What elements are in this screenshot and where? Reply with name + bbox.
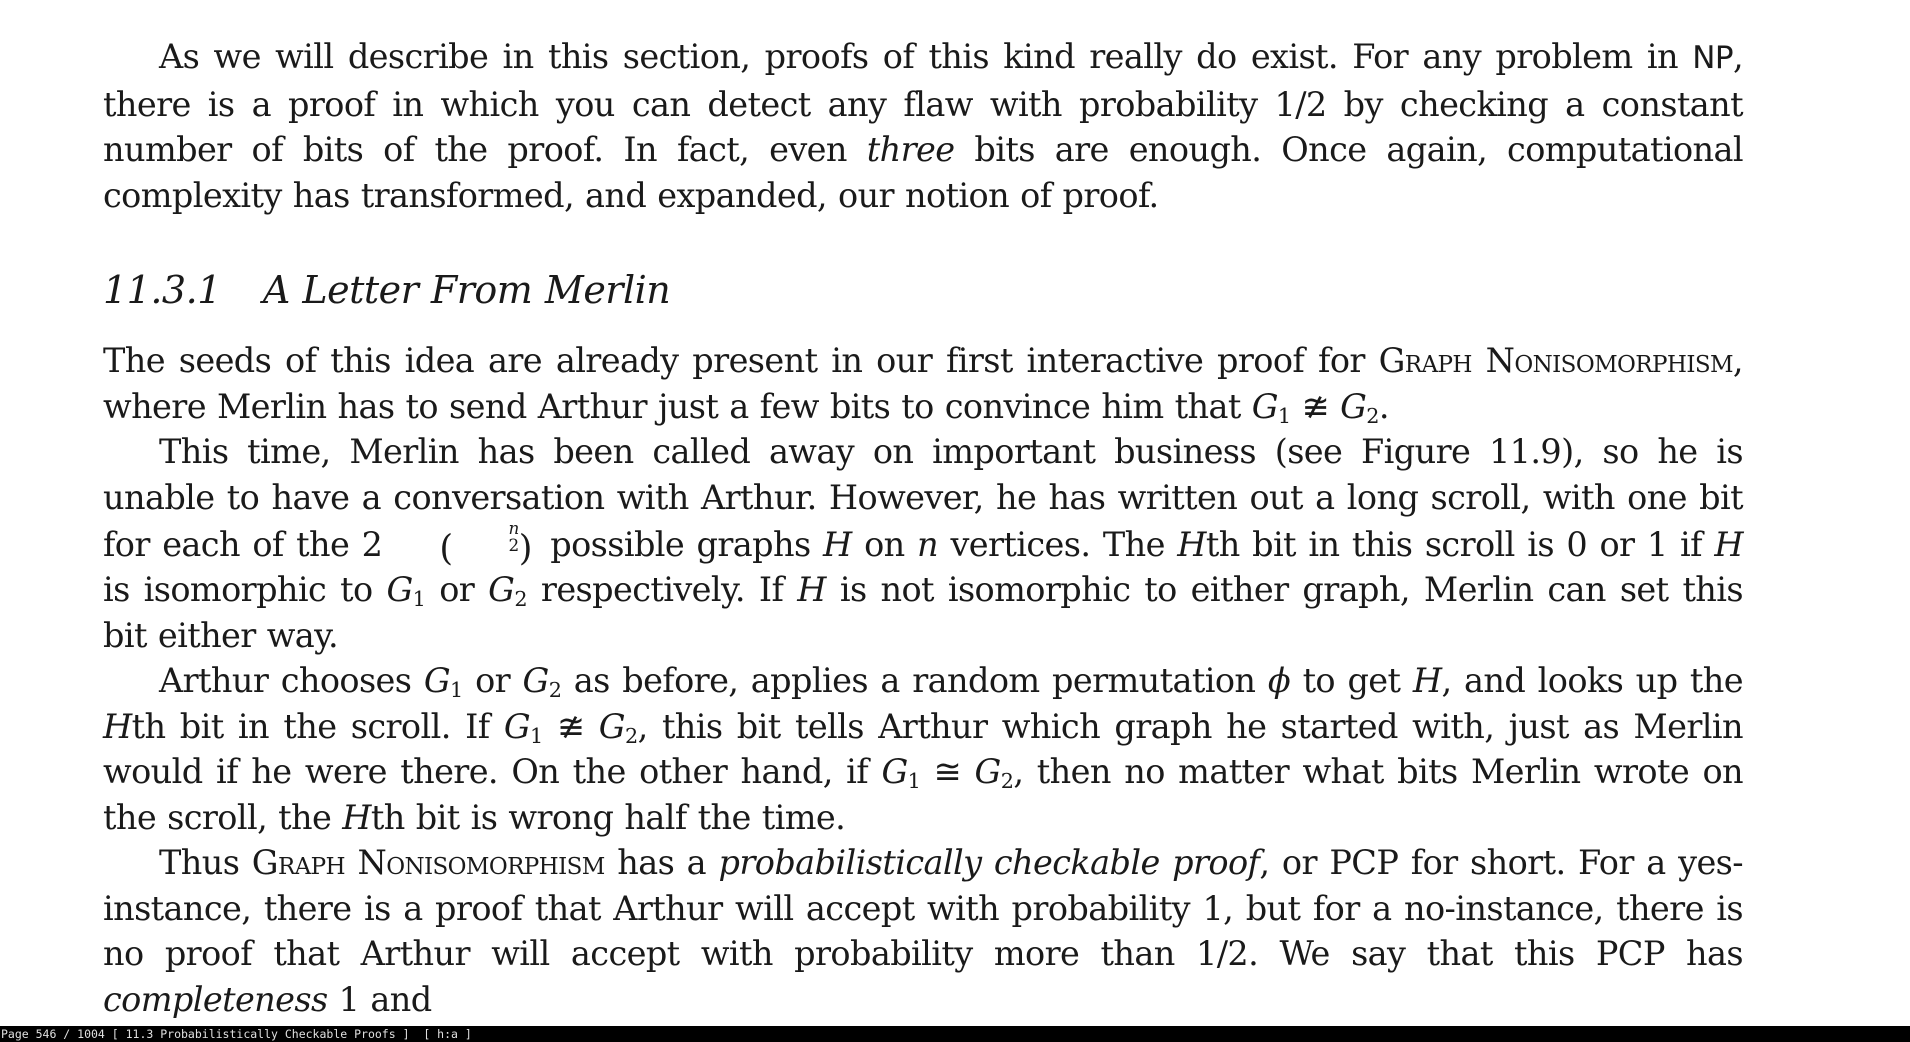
text-run: , or PCP for short. For a yes-instance, there is a proof that Arthur will accept with probability 1, but for a no-instance, there is no proof that Arthur will accept with probability more than 1/2. We say that this PCP has bbox=[103, 843, 1743, 974]
math-var: G bbox=[386, 570, 413, 610]
text-run: is isomorphic to bbox=[103, 570, 387, 610]
text-run: . bbox=[1378, 386, 1389, 426]
text-run: to get bbox=[1290, 661, 1413, 701]
math-var: H bbox=[342, 797, 371, 837]
text-run: , and looks up the bbox=[1441, 661, 1743, 701]
math-base: 2 bbox=[361, 524, 383, 564]
problem-name: Graph Nonisomorphism bbox=[1378, 341, 1733, 380]
math-var: G bbox=[488, 570, 515, 610]
text-run: 1 and bbox=[327, 979, 432, 1019]
math-subscript: 2 bbox=[624, 723, 638, 748]
paragraph-1 bbox=[103, 338, 1743, 429]
math-var: H bbox=[103, 706, 132, 746]
text-run: possible graphs bbox=[537, 524, 824, 564]
text-run: Thus bbox=[159, 843, 252, 883]
section-heading bbox=[103, 265, 1743, 315]
text-run: The seeds of this idea are already present in our first interactive proof for bbox=[103, 341, 1379, 380]
math-var: G bbox=[503, 706, 531, 746]
math-var: G bbox=[598, 706, 625, 746]
text-run: or bbox=[462, 661, 523, 701]
text-run: This time, Merlin has been called away on important business (see Figure 11.9), so he is unable to have a conversation with Arthur. However, he has written out a long scroll, with one bit for each of the bbox=[103, 432, 1743, 564]
status-bar-text: Page 546 / 1004 [ 11.3 Probabilistically Checkable Proofs ] [ h:a ] bbox=[1, 1027, 472, 1041]
math-subscript: 1 bbox=[412, 587, 426, 612]
math-var: ϕ bbox=[1267, 661, 1291, 701]
math-var: H bbox=[797, 570, 826, 610]
text-run: vertices. The bbox=[938, 524, 1178, 564]
text-run: As we will describe in this section, proofs of this kind really do exist. For any problem in bbox=[159, 37, 1693, 76]
complexity-class-np: NP bbox=[1692, 40, 1733, 76]
emphasis-term: probabilistically checkable proof bbox=[718, 843, 1260, 883]
math-subscript: 2 bbox=[514, 587, 527, 612]
text-run: has a bbox=[604, 843, 719, 883]
text-run: , this bit tells Arthur which graph he started with, just as Merlin would if he were there. On the other hand, if bbox=[103, 706, 1743, 792]
math-var: G bbox=[881, 752, 908, 792]
text-run: is not isomorphic to either graph, Merlin can set this bit either way. bbox=[103, 570, 1743, 655]
math-subscript: 2 bbox=[1000, 769, 1014, 794]
math-subscript: 1 bbox=[450, 678, 463, 703]
binomial-exponent: ( n 2 ) bbox=[439, 518, 532, 569]
text-run: as before, applies a random permutation bbox=[561, 661, 1268, 701]
math-var: G bbox=[974, 752, 1001, 792]
text-run: , there is a proof in which you can detect any flaw with probability 1/2 by checking a constant number of bits of the proof. In fact, even bbox=[103, 37, 1743, 169]
math-subscript: 1 bbox=[530, 723, 543, 748]
math-var: G bbox=[522, 661, 549, 701]
math-var: H bbox=[823, 524, 852, 564]
math-var: H bbox=[1714, 524, 1743, 564]
text-run: respectively. If bbox=[526, 570, 798, 610]
text-run: , where Merlin has to send Arthur just a few bits to convince him that bbox=[103, 341, 1743, 426]
math-var: G bbox=[423, 661, 451, 701]
problem-name: Graph Nonisomorphism bbox=[251, 843, 605, 883]
intro-paragraph bbox=[103, 34, 1743, 218]
text-run: th bit in the scroll. If bbox=[131, 706, 504, 746]
emphasis-term: completeness bbox=[103, 979, 328, 1019]
math-var: G bbox=[1251, 386, 1278, 426]
math-subscript: 1 bbox=[907, 769, 921, 794]
text-run: , then no matter what bits Merlin wrote on the scroll, the bbox=[103, 752, 1743, 837]
binomial-top: n bbox=[508, 518, 519, 538]
text-run: th bit in this scroll is 0 or 1 if bbox=[1205, 524, 1715, 564]
section-number: 11.3.1 bbox=[103, 268, 221, 312]
math-var: H bbox=[1412, 661, 1442, 701]
text-run: on bbox=[851, 524, 918, 564]
math-var: n bbox=[917, 524, 939, 564]
status-bar bbox=[0, 1026, 1910, 1042]
math-var: H bbox=[1177, 524, 1206, 564]
paragraph-2 bbox=[103, 429, 1743, 658]
math-var: G bbox=[1340, 386, 1367, 426]
section-title: A Letter From Merlin bbox=[262, 268, 671, 312]
math-relation: ≇ bbox=[542, 706, 599, 746]
document-page bbox=[103, 34, 1743, 1022]
emphasis-three: three bbox=[866, 130, 955, 169]
math-relation: ≇ bbox=[1290, 386, 1341, 426]
paragraph-4 bbox=[103, 840, 1743, 1022]
math-subscript: 2 bbox=[548, 678, 562, 703]
text-run: or bbox=[425, 570, 489, 610]
text-run: bits are enough. Once again, computational complexity has transformed, and expanded, our notion of proof. bbox=[103, 130, 1743, 215]
math-subscript: 2 bbox=[1366, 403, 1379, 428]
paragraph-3 bbox=[103, 658, 1743, 840]
math-relation: ≅ bbox=[920, 752, 975, 792]
math-subscript: 1 bbox=[1277, 403, 1291, 428]
text-run: Arthur chooses bbox=[159, 661, 424, 701]
binomial-bottom: 2 bbox=[508, 534, 519, 555]
text-run: th bit is wrong half the time. bbox=[370, 797, 846, 837]
